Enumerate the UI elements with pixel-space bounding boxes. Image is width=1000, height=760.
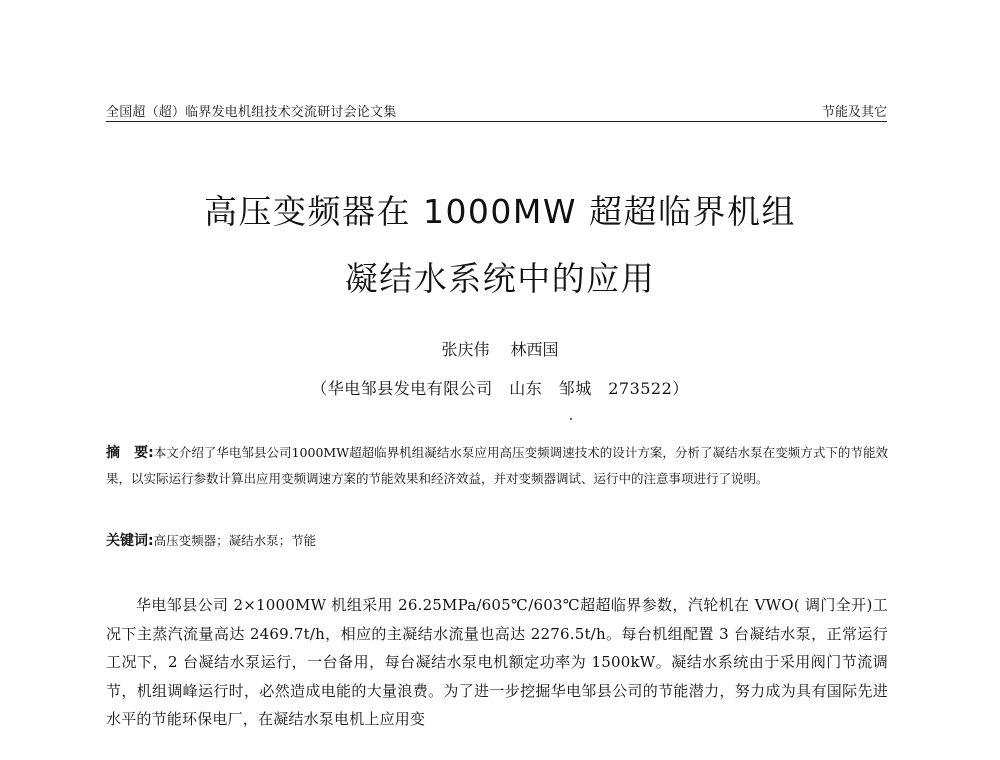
author-name: 张庆伟 — [441, 340, 490, 359]
keywords — [106, 529, 888, 553]
affiliation: （华电邹县发电有限公司 山东 邹城 273522） — [311, 379, 689, 398]
abstract-text: 本文介绍了华电邹县公司1000MW超超临界机组凝结水泵应用高压变频调速技术的设计方案，分析了凝结水泵在变频方式下的节能效果，以实际运行参数计算出应用变频调速方案的节能效果和经济效益，并对变频器调试、运行中的注意事项进行了说明。 — [106, 445, 888, 486]
keywords-label: 关键词: — [106, 533, 154, 549]
paper-title-line-2: 凝结水系统中的应用 — [344, 259, 656, 298]
scan-speck — [570, 418, 572, 420]
abstract — [106, 440, 888, 492]
author-name: 林西国 — [510, 340, 559, 359]
abstract-label: 摘 要: — [106, 445, 154, 461]
running-header-right: 节能及其它 — [821, 105, 887, 120]
header-rule — [106, 121, 887, 122]
body-paragraph: 华电邹县公司 2×1000MW 机组采用 26.25MPa/605℃/603℃超超临界参数，汽轮机在 VWO( 调门全开)工况下主蒸汽流量高达 2469.7t/h，相应的主凝结水流量也高达 2276.5t/h。每台机组配置 3 台凝结水泵，正常运行工况下，2 台凝结水泵运行，一台备用，每台凝结水泵电机额定功率为 1500kW。凝结水系统由于采用阀门节流调节，机组调峰运行时，必然造成电能的大量浪费。为了进一步挖掘华电邹县公司的节能潜力，努力成为具有国际先进水平的节能环保电厂，在凝结水泵电机上应用变 — [106, 596, 888, 728]
paper-title-line-1: 高压变频器在 1000MW 超超临界机组 — [203, 192, 797, 231]
keywords-text: 高压变频器；凝结水泵；节能 — [153, 533, 317, 548]
running-header-left: 全国超（超）临界发电机组技术交流研讨会论文集 — [106, 105, 397, 120]
author-list — [0, 337, 1000, 360]
